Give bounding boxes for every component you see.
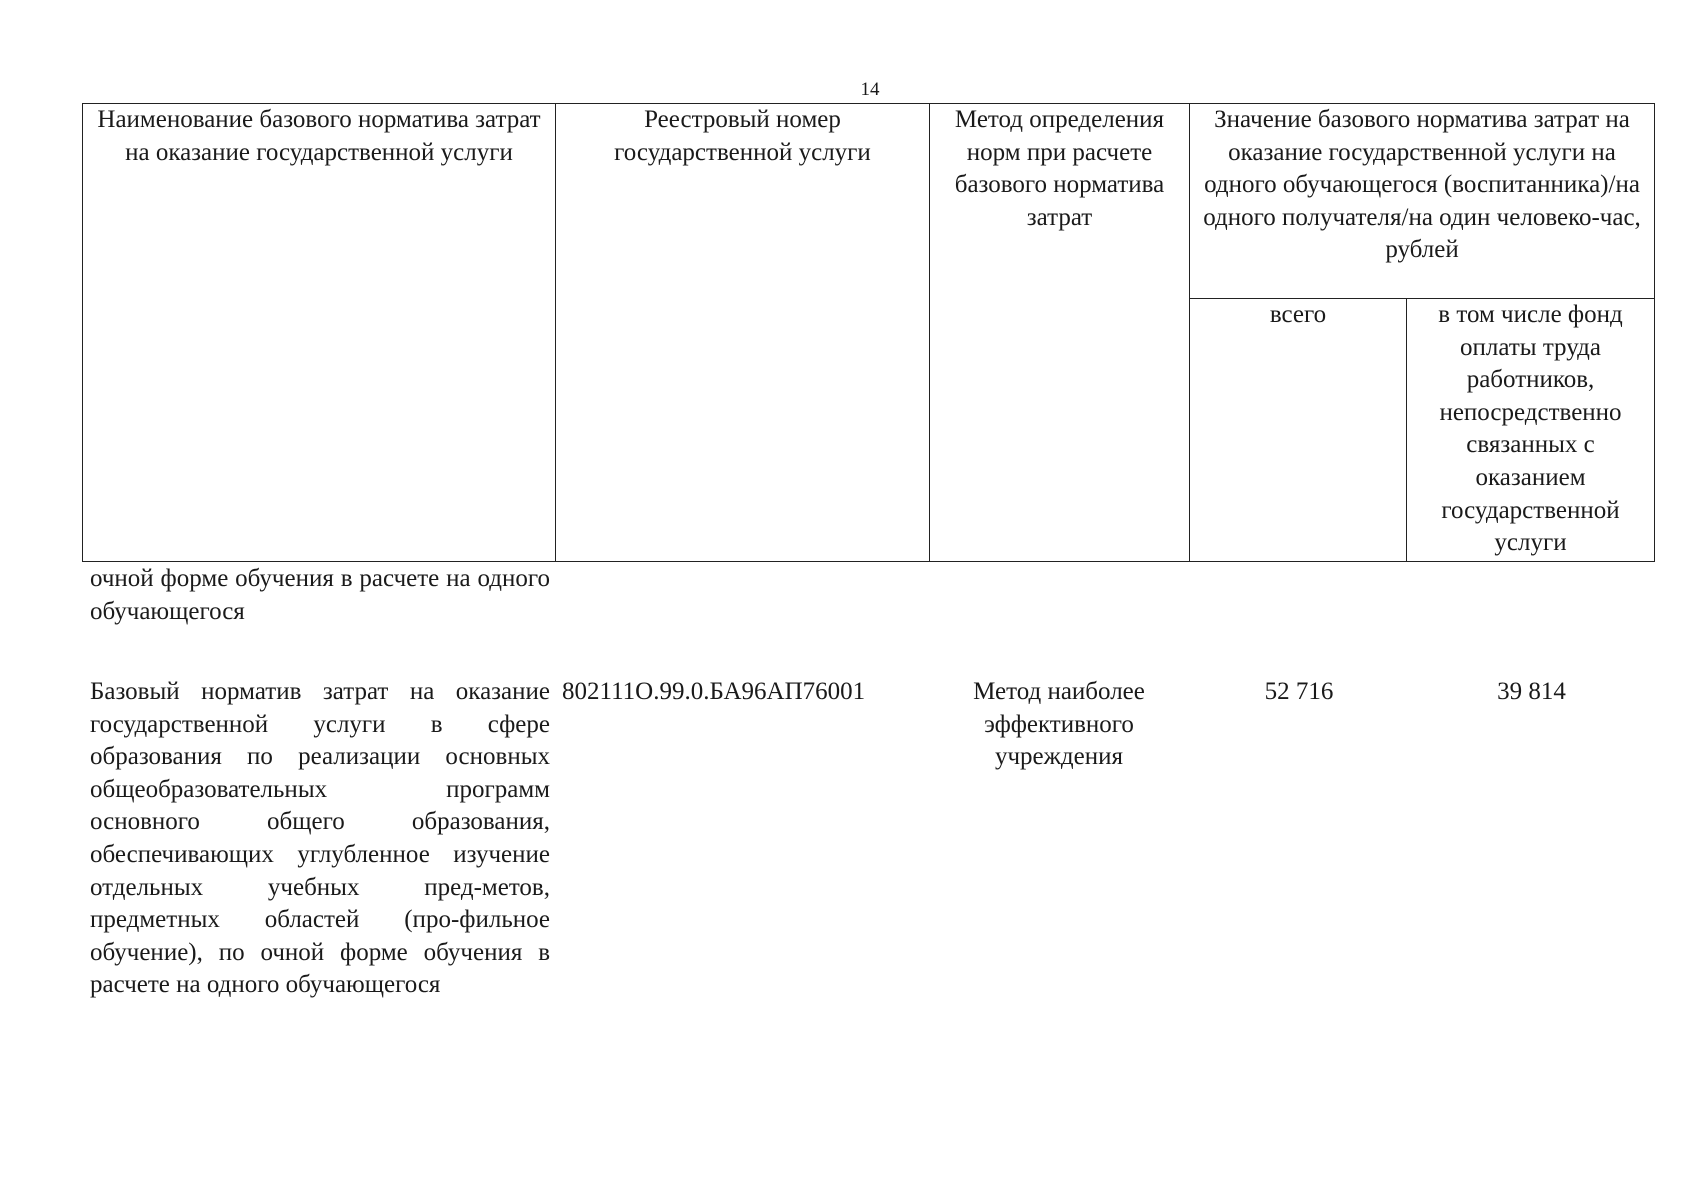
- header-col-registry: Реестровый номер государственной услуги: [556, 104, 930, 562]
- row-total-value: 52 716: [1264, 678, 1334, 705]
- header-col-name: Наименование базового норматива затрат на оказание государственной услуги: [83, 104, 556, 562]
- continuation-text: очной форме обучения в расчете на одного обучающегося: [90, 565, 550, 625]
- header-sub-total: всего: [1190, 299, 1407, 562]
- header-col-method: Метод определения норм при расчете базового норматива затрат: [930, 104, 1190, 562]
- cost-norm-table-header: [82, 103, 1655, 562]
- header-sub-wage: в том числе фонд оплаты труда работников, непосредственно связанных с оказанием государственной услуги: [1407, 299, 1655, 562]
- page-number: 14: [860, 79, 880, 100]
- row-wage-fund-value: 39 814: [1497, 678, 1566, 705]
- row-service-name: Базовый норматив затрат на оказание государственной услуги в сфере образования по реализации основных общеобразовательных программ основного общего образования, обеспечивающих углубленное изучение отдельных учебных пред-метов, предметных областей (про-фильное обучение), по очной форме обучения в расчете на одного обучающегося: [90, 678, 550, 999]
- row-registry-number: 802111О.99.0.БА96АП76001: [562, 678, 866, 705]
- row-method: Метод наиболее эффективного учреждения: [973, 678, 1145, 771]
- header-col-value: Значение базового норматива затрат на оказание государственной услуги на одного обучающегося (воспитанника)/на одного получателя/на один человеко-час, рублей: [1190, 104, 1655, 299]
